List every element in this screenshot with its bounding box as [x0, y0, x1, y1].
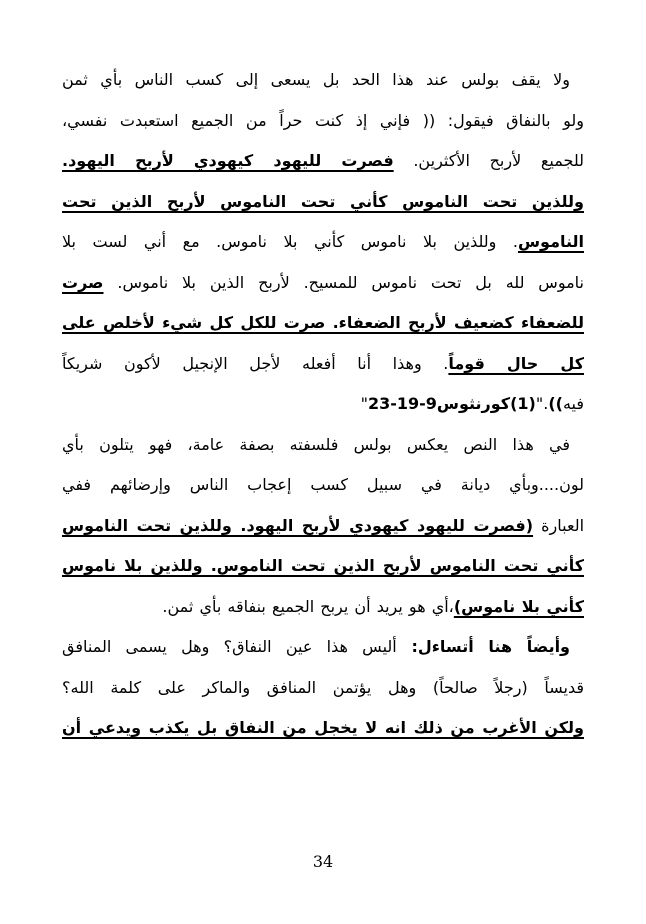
underlined-bold-text: وللذين تحت الناموس كأني تحت الناموس لأربح الذين تحت [62, 191, 584, 211]
text-line [62, 587, 584, 628]
bold-text: (1)كورنثوس9-19-23 [367, 394, 536, 413]
text-segment: ولا يقف بولس عند هذا الحد بل يسعى إلى كسب الناس بأي ثمن [62, 70, 570, 89]
text-line [62, 627, 584, 668]
text-segment: ،أي هو يريد أن يربح الجميع بنفاقه بأي ثمن. [162, 596, 454, 616]
underlined-bold-text: للضعفاء كضعيف لأربح الضعفاء. صرت للكل كل شيء لأخلص على [62, 313, 584, 332]
text-segment: . وللذين بلا ناموس كأني بلا ناموس. مع أني لست بلا [62, 232, 518, 251]
text-line [62, 384, 584, 425]
text-line [62, 546, 584, 587]
underlined-bold-text: كأني بلا ناموس) [453, 596, 584, 616]
text-segment: للجميع لأربح الأكثرين. [393, 151, 584, 170]
text-line [62, 708, 584, 749]
text-segment: العبارة [533, 515, 584, 535]
underlined-bold-text: (فصرت لليهود كيهودي لأربح اليهود. وللذين تحت الناموس [62, 515, 534, 535]
text-segment: أليس هذا عين النفاق؟ وهل يسمى المنافق [62, 637, 397, 656]
text-line [62, 263, 584, 304]
text-line [62, 182, 584, 223]
text-line [62, 668, 584, 709]
underlined-bold-text: الناموس [517, 232, 584, 251]
text-segment: ." [535, 394, 549, 413]
text-line [62, 344, 584, 385]
bold-text: وأيضاً هنا أتساءل: [396, 637, 571, 656]
text-line [62, 425, 584, 466]
text-line [62, 506, 584, 547]
text-segment: لون....وبأي ديانة في سبيل كسب إعجاب الناس وإرضائهم ففي [62, 475, 584, 494]
text-segment: ناموس لله بل تحت ناموس للمسيح. لأربح الذين بلا ناموس. [103, 272, 584, 292]
underlined-bold-text: ولكن الأغرب من ذلك انه لا يخجل من النفاق بل يكذب ويدعي أن [62, 718, 584, 737]
text-line [62, 60, 584, 101]
underlined-bold-text: كأني تحت الناموس لأربح الذين تحت الناموس. وللذين بلا ناموس [62, 556, 584, 575]
text-line [62, 101, 584, 142]
text-segment: ولو بالنفاق فيقول: (( فإني إذ كنت حراً من الجميع استعبدت نفسي، [62, 110, 584, 130]
underlined-bold-text: كل حال قوماً [448, 353, 584, 373]
text-line [62, 141, 584, 182]
body-text [62, 60, 584, 749]
underlined-bold-text: صرت [62, 272, 104, 292]
text-segment: في هذا النص يعكس بولس فلسفته بصفة عامة، فهو يتلون بأي [62, 434, 570, 454]
text-segment: . وهذا أنا أفعله لأجل الإنجيل لأكون شريكاً [62, 353, 449, 373]
text-line [62, 465, 584, 506]
text-line [62, 303, 584, 344]
bold-text: )) [548, 394, 563, 413]
text-segment: " [360, 394, 368, 413]
underlined-bold-text: فصرت لليهود كيهودي لأربح اليهود. [62, 151, 394, 170]
text-segment: فيه [562, 394, 584, 413]
text-segment: قديساً (رجلاً صالحاً) وهل يؤتمن المنافق والماكر على كلمة الله؟ [62, 677, 584, 697]
page-number: 34 [312, 852, 334, 871]
text-line [62, 222, 584, 263]
